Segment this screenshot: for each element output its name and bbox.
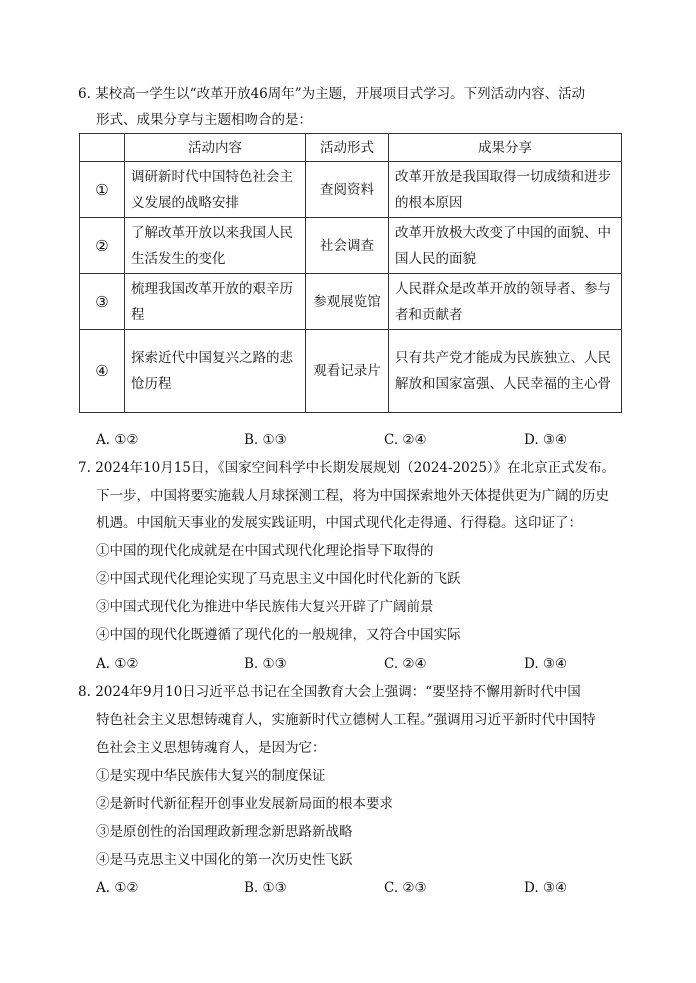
row-result: 改革开放是我国取得一切成绩和进步的根本原因 — [389, 162, 622, 218]
q8-option-a[interactable]: A. ①② — [96, 880, 139, 896]
table-header-row — [80, 134, 622, 162]
table-row — [80, 274, 622, 330]
row-number: ① — [80, 162, 125, 218]
table-header-blank — [80, 134, 125, 162]
row-number: ③ — [80, 274, 125, 330]
q8-stem-line1 — [78, 682, 581, 702]
table-header-form: 活动形式 — [306, 134, 389, 162]
q8-option-c[interactable]: C. ②③ — [384, 880, 427, 896]
q7-stem-line2: 下一步，中国将要实施载人月球探测工程，将为中国探索地外天体提供更为广阔的历史 — [96, 488, 609, 504]
q7-stem-line1 — [78, 458, 615, 478]
q8-option-b[interactable]: B. ①③ — [244, 880, 287, 896]
q6-option-b[interactable]: B. ①③ — [244, 432, 287, 448]
q6-number: 6. — [78, 86, 91, 102]
row-number: ② — [80, 218, 125, 274]
q7-statement-1: ①中国的现代化成就是在中国式现代化理论指导下取得的 — [96, 543, 434, 559]
q6-stem-line2: 形式、成果分享与主题相吻合的是： — [96, 112, 312, 128]
table-header-result: 成果分享 — [389, 134, 622, 162]
q6-option-a[interactable]: A. ①② — [96, 432, 139, 448]
table-row — [80, 330, 622, 413]
q6-options — [96, 430, 656, 450]
q7-stem-text1: 2024年10月15日，《国家空间科学中长期发展规划（2024-2025）》在北京正式发布。 — [95, 460, 616, 476]
q8-number: 8. — [78, 684, 91, 700]
q7-option-c[interactable]: C. ②④ — [384, 656, 427, 672]
q8-stem-line2: 特色社会主义思想铸魂育人，实施新时代立德树人工程。”强调用习近平新时代中国特 — [96, 712, 596, 728]
table-header-content: 活动内容 — [125, 134, 306, 162]
row-form: 观看记录片 — [306, 330, 389, 413]
q8-statement-2: ②是新时代新征程开创事业发展新局面的根本要求 — [96, 796, 393, 812]
row-content: 梳理我国改革开放的艰辛历程 — [125, 274, 306, 330]
q7-stem-line3: 机遇。中国航天事业的发展实践证明，中国式现代化走得通、行得稳。这印证了： — [96, 515, 582, 531]
q8-stem-text1: 2024年9月10日习近平总书记在全国教育大会上强调：“要坚持不懈用新时代中国 — [95, 684, 581, 700]
row-result: 只有共产党才能成为民族独立、人民解放和国家富强、人民幸福的主心骨 — [389, 330, 622, 413]
q7-statement-3: ③中国式现代化为推进中华民族伟大复兴开辟了广阔前景 — [96, 599, 434, 615]
q7-option-a[interactable]: A. ①② — [96, 656, 139, 672]
q8-stem-line3: 色社会主义思想铸魂育人，是因为它： — [96, 740, 326, 756]
row-form: 参观展览馆 — [306, 274, 389, 330]
q7-options — [96, 654, 656, 674]
row-result: 改革开放极大改变了中国的面貌、中国人民的面貌 — [389, 218, 622, 274]
q8-statement-4: ④是马克思主义中国化的第一次历史性飞跃 — [96, 852, 353, 868]
q7-option-d[interactable]: D. ③④ — [524, 656, 568, 672]
q7-number: 7. — [78, 460, 91, 476]
q7-statement-4: ④中国的现代化既遵循了现代化的一般规律，又符合中国实际 — [96, 627, 461, 643]
row-content: 了解改革开放以来我国人民生活发生的变化 — [125, 218, 306, 274]
row-content: 探索近代中国复兴之路的悲怆历程 — [125, 330, 306, 413]
q8-statement-1: ①是实现中华民族伟大复兴的制度保证 — [96, 768, 326, 784]
q6-stem-line1 — [78, 84, 585, 104]
row-content: 调研新时代中国特色社会主义发展的战略安排 — [125, 162, 306, 218]
q8-options — [96, 878, 656, 898]
q7-statement-2: ②中国式现代化理论实现了马克思主义中国化时代化新的飞跃 — [96, 571, 461, 587]
q8-option-d[interactable]: D. ③④ — [524, 880, 568, 896]
q6-option-d[interactable]: D. ③④ — [524, 432, 568, 448]
table-row — [80, 162, 622, 218]
q6-activity-table — [79, 133, 622, 413]
q7-option-b[interactable]: B. ①③ — [244, 656, 287, 672]
q6-option-c[interactable]: C. ②④ — [384, 432, 427, 448]
q8-statement-3: ③是原创性的治国理政新理念新思路新战略 — [96, 824, 353, 840]
row-result: 人民群众是改革开放的领导者、参与者和贡献者 — [389, 274, 622, 330]
row-form: 查阅资料 — [306, 162, 389, 218]
row-number: ④ — [80, 330, 125, 413]
q6-stem-text1: 某校高一学生以“改革开放46周年”为主题，开展项目式学习。下列活动内容、活动 — [95, 86, 586, 102]
table-row — [80, 218, 622, 274]
row-form: 社会调查 — [306, 218, 389, 274]
